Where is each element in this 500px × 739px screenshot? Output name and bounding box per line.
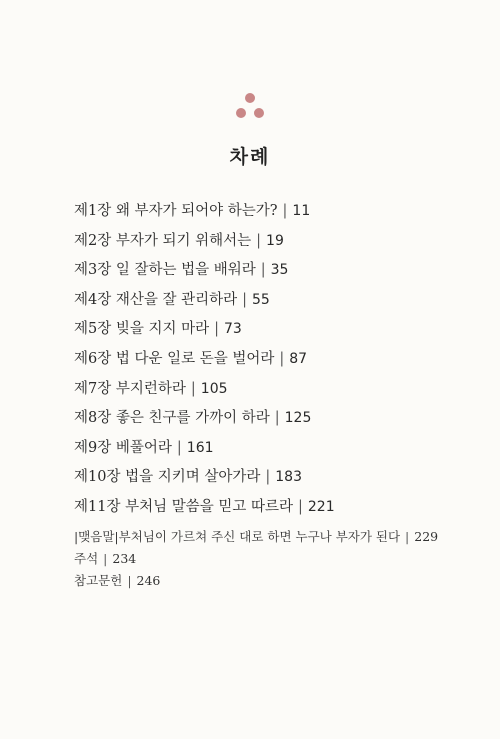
chapter-title: 제7장 부지런하라	[74, 380, 186, 397]
page-number: 11	[292, 203, 311, 219]
toc-entry-notes[interactable]	[74, 550, 438, 572]
toc-entry-epilogue[interactable]	[74, 528, 438, 550]
page-number: 229	[414, 529, 439, 544]
page-title: 차례	[229, 146, 271, 168]
toc-entry[interactable]	[74, 318, 335, 348]
separator: |	[274, 410, 280, 427]
separator: |	[176, 439, 182, 456]
separator: |	[103, 551, 108, 566]
separator: |	[190, 380, 196, 397]
separator: |	[265, 469, 271, 486]
page-number: 183	[275, 469, 302, 486]
chapter-title: 제6장 법 다운 일로 돈을 벌어라	[74, 350, 275, 367]
page-number: 105	[200, 380, 228, 397]
page-number: 161	[186, 439, 214, 456]
page-number: 125	[284, 410, 312, 427]
page-number: 73	[224, 321, 242, 338]
separator: |	[260, 262, 266, 279]
separator: |	[214, 321, 219, 338]
separator: |	[256, 232, 262, 249]
chapter-title: 제1장 왜 부자가 되어야 하는가?	[74, 203, 278, 219]
dot-icon	[245, 93, 255, 103]
chapter-title: 제2장 부자가 되기 위해서는	[74, 232, 252, 249]
toc-entry[interactable]	[74, 466, 335, 496]
entry-title: 참고문헌	[74, 573, 123, 588]
chapter-title: 제8장 좋은 친구를 가까이 하라	[74, 410, 270, 427]
toc-entry[interactable]	[74, 230, 335, 260]
toc-entry[interactable]	[74, 259, 335, 289]
entry-title: 주석	[74, 551, 99, 566]
toc-entry[interactable]	[74, 378, 335, 408]
toc-entry[interactable]	[74, 200, 335, 230]
extras-list	[74, 528, 438, 594]
chapter-title: 제5장 빚을 지지 마라	[74, 321, 210, 338]
chapter-title: 제4장 재산을 잘 관리하라	[74, 291, 238, 308]
separator: |	[405, 529, 410, 544]
toc-entry[interactable]	[74, 496, 335, 526]
toc-entry[interactable]	[74, 407, 335, 437]
page-number: 35	[270, 262, 289, 279]
page-number: 234	[112, 551, 137, 566]
page-number: 221	[307, 498, 335, 515]
page-number: 87	[289, 350, 308, 367]
toc-entry[interactable]	[74, 348, 335, 378]
chapter-title: 제11장 부처님 말씀을 믿고 따르라	[74, 498, 293, 515]
chapter-title: 제10장 법을 지키며 살아가라	[74, 469, 261, 486]
chapter-title: 제9장 베풀어라	[74, 439, 172, 456]
page-number: 19	[266, 232, 284, 249]
toc-entry[interactable]	[74, 437, 335, 467]
decorative-dots	[0, 93, 500, 123]
separator: |	[127, 573, 132, 588]
entry-title: |맺음말|부처님이 가르쳐 주신 대로 하면 누구나 부자가 된다	[74, 529, 401, 544]
chapter-list	[74, 200, 335, 526]
page-number: 246	[136, 573, 161, 588]
page-number: 55	[252, 291, 270, 308]
separator: |	[242, 291, 248, 308]
dot-icon	[254, 108, 264, 118]
toc-entry-references[interactable]	[74, 572, 438, 594]
separator: |	[279, 350, 285, 367]
chapter-title: 제3장 일 잘하는 법을 배워라	[74, 262, 256, 279]
dot-icon	[236, 108, 246, 118]
separator: |	[282, 203, 288, 219]
toc-entry[interactable]	[74, 289, 335, 319]
separator: |	[297, 498, 303, 515]
